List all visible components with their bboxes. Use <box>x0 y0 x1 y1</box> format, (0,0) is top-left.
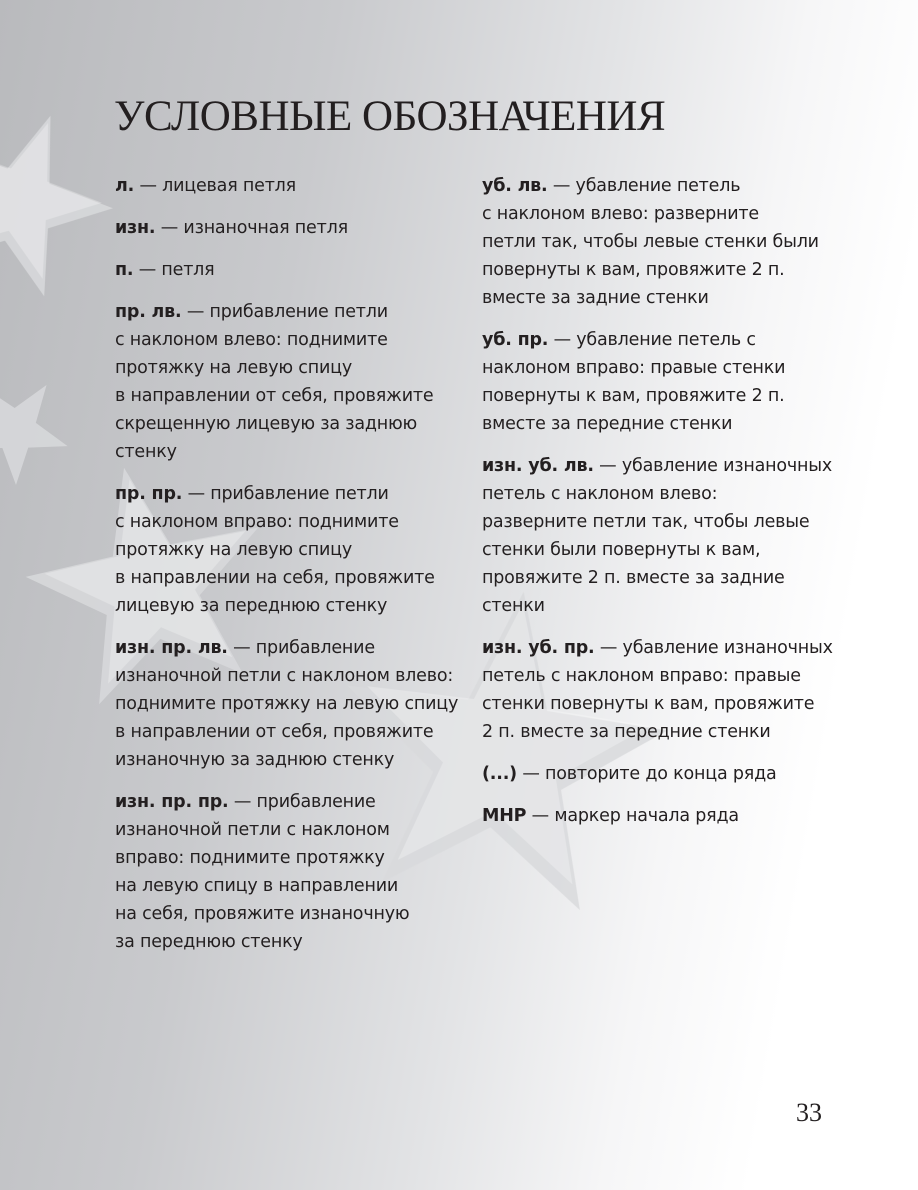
definition-text: скрещенную лицевую за заднюю <box>115 414 418 434</box>
entry-line <box>115 438 463 466</box>
glossary-term: изн. уб. пр. <box>482 638 595 658</box>
definition-text: петель с наклоном влево: <box>482 484 718 504</box>
entry-line <box>115 172 463 200</box>
definition-text: — прибавление <box>233 792 376 812</box>
definition-text: 2 п. вместе за передние стенки <box>482 722 771 742</box>
definition-text: с наклоном влево: разверните <box>482 204 759 224</box>
definition-text: петель с наклоном вправо: правые <box>482 666 801 686</box>
definition-text: — прибавление петли <box>186 302 388 322</box>
entry-line <box>115 354 463 382</box>
definition-text: разверните петли так, чтобы левые <box>482 512 810 532</box>
glossary-entry <box>482 802 842 830</box>
definition-text: с наклоном вправо: поднимите <box>115 512 399 532</box>
entry-line <box>482 200 842 228</box>
definition-text: лицевую за переднюю стенку <box>115 596 388 616</box>
definition-text: — убавление петель <box>552 176 741 196</box>
entry-line <box>115 900 463 928</box>
entry-line <box>482 760 842 788</box>
definition-text: повернуты к вам, провяжите 2 п. <box>482 260 785 280</box>
definition-text: — повторите до конца ряда <box>522 764 777 784</box>
glossary-entry <box>482 172 842 312</box>
entry-line <box>482 508 842 536</box>
definition-text: на левую спицу в направлении <box>115 876 399 896</box>
entry-line <box>482 536 842 564</box>
definition-text: — лицевая петля <box>139 176 296 196</box>
entry-line <box>482 284 842 312</box>
entry-line <box>115 298 463 326</box>
definition-text: поднимите протяжку на левую спицу <box>115 694 459 714</box>
entry-line <box>482 326 842 354</box>
glossary-entry <box>115 480 463 620</box>
definition-text: в направлении на себя, провяжите <box>115 568 435 588</box>
entry-line <box>115 410 463 438</box>
definition-text: стенку <box>115 442 177 462</box>
glossary-entry <box>115 634 463 774</box>
entry-line <box>115 844 463 872</box>
definition-text: стенки <box>482 596 545 616</box>
definition-text: вправо: поднимите протяжку <box>115 848 385 868</box>
glossary-entry <box>482 760 842 788</box>
definition-text: — убавление изнаночных <box>599 638 833 658</box>
entry-line <box>482 802 842 830</box>
glossary-entry <box>115 788 463 956</box>
glossary-entry <box>482 452 842 620</box>
glossary-term: л. <box>115 176 135 196</box>
glossary-entry <box>115 172 463 200</box>
entry-line <box>115 662 463 690</box>
entry-line <box>482 172 842 200</box>
definition-text: изнаночной петли с наклоном влево: <box>115 666 454 686</box>
definition-text: наклоном вправо: правые стенки <box>482 358 786 378</box>
entry-line <box>115 326 463 354</box>
definition-text: изнаночной петли с наклоном <box>115 820 390 840</box>
entry-line <box>115 690 463 718</box>
glossary-term: изн. <box>115 218 156 238</box>
definition-text: — убавление изнаночных <box>599 456 833 476</box>
glossary-term: изн. пр. пр. <box>115 792 229 812</box>
definition-text: в направлении от себя, провяжите <box>115 722 434 742</box>
left-column <box>115 172 463 970</box>
definition-text: вместе за передние стенки <box>482 414 733 434</box>
entry-line <box>115 788 463 816</box>
entry-line <box>482 592 842 620</box>
glossary-term: пр. лв. <box>115 302 182 322</box>
page-number: 33 <box>796 1098 822 1127</box>
definition-text: стенки были повернуты к вам, <box>482 540 761 560</box>
definition-text: на себя, провяжите изнаночную <box>115 904 410 924</box>
definition-text: повернуты к вам, провяжите 2 п. <box>482 386 785 406</box>
entry-line <box>115 592 463 620</box>
glossary-term: пр. пр. <box>115 484 183 504</box>
entry-line <box>115 214 463 242</box>
glossary-term: (...) <box>482 764 517 784</box>
definition-text: вместе за задние стенки <box>482 288 709 308</box>
glossary-term: уб. пр. <box>482 330 549 350</box>
entry-line <box>115 718 463 746</box>
entry-line <box>482 354 842 382</box>
entry-line <box>115 536 463 564</box>
entry-line <box>482 634 842 662</box>
page-title: УСЛОВНЫЕ ОБОЗНАЧЕНИЯ <box>114 93 666 140</box>
definition-text: — прибавление <box>233 638 375 658</box>
definition-text: — петля <box>138 260 215 280</box>
entry-line <box>482 718 842 746</box>
glossary-entry <box>482 634 842 746</box>
entry-line <box>115 382 463 410</box>
glossary-entry <box>115 214 463 242</box>
definition-text: — маркер начала ряда <box>531 806 739 826</box>
glossary-term: МНР <box>482 806 527 826</box>
entry-line <box>482 452 842 480</box>
entry-line <box>115 746 463 774</box>
definition-text: — изнаночная петля <box>160 218 348 238</box>
glossary-term: п. <box>115 260 134 280</box>
definition-text: петли так, чтобы левые стенки были <box>482 232 819 252</box>
definition-text: изнаночную за заднюю стенку <box>115 750 395 770</box>
glossary-entry <box>115 298 463 466</box>
entry-line <box>115 480 463 508</box>
entry-line <box>482 690 842 718</box>
definition-text: — прибавление петли <box>187 484 389 504</box>
entry-line <box>482 662 842 690</box>
entry-line <box>115 564 463 592</box>
glossary-term: уб. лв. <box>482 176 548 196</box>
entry-line <box>115 634 463 662</box>
entry-line <box>115 816 463 844</box>
glossary-entry <box>482 326 842 438</box>
entry-line <box>482 564 842 592</box>
entry-line <box>115 928 463 956</box>
entry-line <box>482 480 842 508</box>
entry-line <box>482 410 842 438</box>
glossary-term: изн. уб. лв. <box>482 456 594 476</box>
entry-line <box>115 508 463 536</box>
definition-text: за переднюю стенку <box>115 932 303 952</box>
definition-text: стенки повернуты к вам, провяжите <box>482 694 815 714</box>
star-icon <box>0 355 89 497</box>
definition-text: провяжите 2 п. вместе за задние <box>482 568 785 588</box>
entry-line <box>482 228 842 256</box>
entry-line <box>482 256 842 284</box>
definition-text: протяжку на левую спицу <box>115 358 352 378</box>
entry-line <box>115 256 463 284</box>
entry-line <box>482 382 842 410</box>
definition-text: в направлении от себя, провяжите <box>115 386 434 406</box>
entry-line <box>115 872 463 900</box>
definition-text: с наклоном влево: поднимите <box>115 330 388 350</box>
right-column <box>482 172 842 844</box>
definition-text: протяжку на левую спицу <box>115 540 352 560</box>
glossary-term: изн. пр. лв. <box>115 638 228 658</box>
star-icon <box>0 96 121 289</box>
definition-text: — убавление петель с <box>553 330 756 350</box>
glossary-entry <box>115 256 463 284</box>
